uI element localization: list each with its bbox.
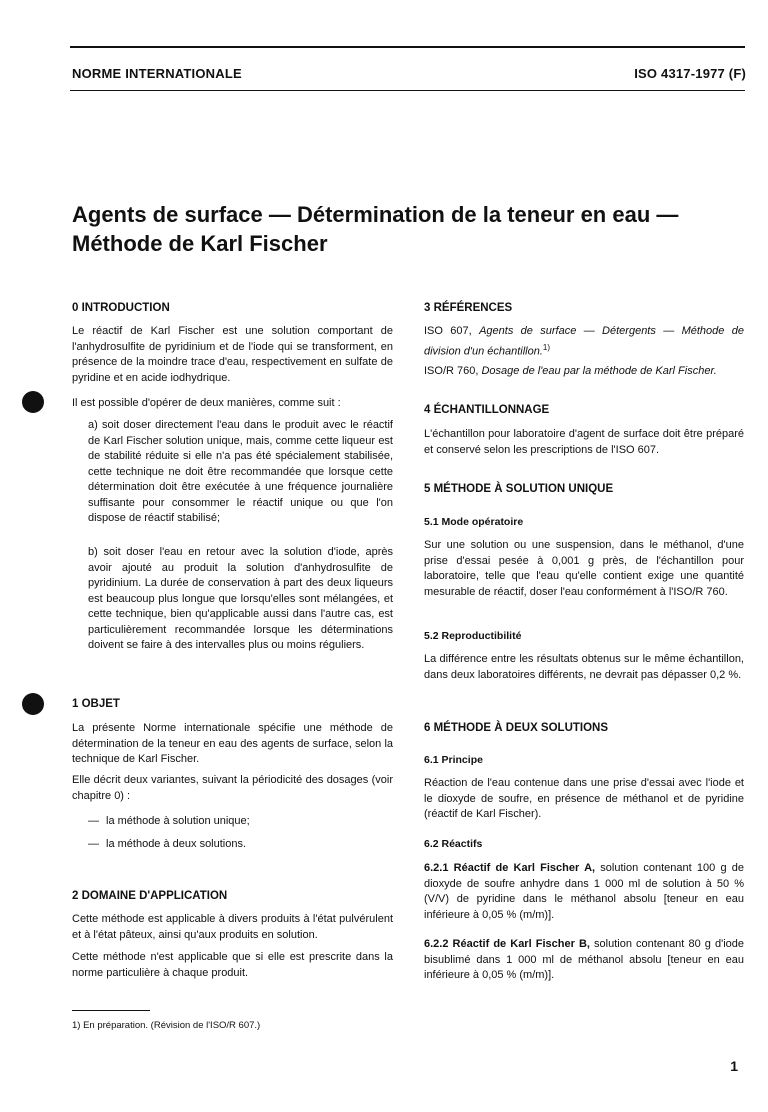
section-5-1-para: Sur une solution ou une suspension, dans le méthanol, d'une prise d'essai pesée à 0,001 g près, de l'échantillon pour laboratoire, telle que l'eau qu'elle contient exige une quantité mesurable de réactif, doser l'eau conformément à l'ISO/R 760. <box>424 539 744 598</box>
section-2-heading: 2 DOMAINE D'APPLICATION <box>72 890 228 902</box>
section-6-heading: 6 MÉTHODE À DEUX SOLUTIONS <box>424 722 609 734</box>
section-5-2-heading: 5.2 Reproductibilité <box>424 630 522 642</box>
section-1-para-1: La présente Norme internationale spécifie une méthode de détermination de la teneur en eau des agents de surface, selon la technique de Karl Fischer. <box>72 722 393 765</box>
section-2-para-1: Cette méthode est applicable à divers produits à l'état pulvérulent et à l'état pâteux, ainsi qu'aux produits en solution. <box>72 913 393 941</box>
section-1-heading: 1 OBJET <box>72 698 120 710</box>
section-0-heading: 0 INTRODUCTION <box>72 302 170 314</box>
section-1-dash-item-2: la méthode à deux solutions. <box>106 838 247 850</box>
title-line-2: Méthode de Karl Fischer <box>72 231 328 256</box>
top-rule <box>70 46 745 48</box>
section-1-para-2: Elle décrit deux variantes, suivant la périodicité des dosages (voir chapitre 0) : <box>72 774 393 802</box>
page-number: 1 <box>730 1058 738 1074</box>
document-title <box>72 200 752 258</box>
section-0-item-a: a) soit doser directement l'eau dans le produit avec le réactif de Karl Fischer solution unique, mais, comme cette liqueur est de stabilité réduite si elle n'a pas été spécialement stabilisée, cette technique ne doit être recommandée que lorsque cette détermination doit être exécutée à une fréquence journalière suffisante pour consommer le réactif unique ou que l'on dispose de réactif stabilisé; <box>88 419 393 524</box>
section-4-heading: 4 ÉCHANTILLONNAGE <box>424 404 550 416</box>
punch-hole-1 <box>22 391 44 413</box>
section-6-1-para: Réaction de l'eau contenue dans une prise d'essai avec l'iode et le dioxyde de soufre, en présence de méthanol et de pyridine (réactif de Karl Fischer). <box>424 777 744 820</box>
section-6-2-1-para: 6.2.1 Réactif de Karl Fischer A, solution contenant 100 g de dioxyde de soufre anhydre dans 1 000 ml de solution à 50 % (V/V) de pyridine dans le méthanol absolu [teneur en eau inférieure à 0,05 % (m/m)]. <box>424 862 744 921</box>
footnote-rule <box>72 1010 150 1011</box>
title-line-1: Agents de surface — Détermination de la teneur en eau — <box>72 202 679 227</box>
section-2-para-2: Cette méthode n'est applicable que si elle est prescrite dans la norme particulière à chaque produit. <box>72 951 393 979</box>
section-5-2-para: La différence entre les résultats obtenus sur le même échantillon, dans deux laboratoires différents, ne devrait pas dépasser 0,2 %. <box>424 653 744 681</box>
section-1-dash-item-1: la méthode à solution unique; <box>106 815 250 827</box>
dash-1: — <box>88 815 99 827</box>
reference-2: ISO/R 760, Dosage de l'eau par la méthode de Karl Fischer. <box>424 365 717 377</box>
header-right: ISO 4317-1977 (F) <box>634 66 746 81</box>
dash-2: — <box>88 838 99 850</box>
section-6-1-heading: 6.1 Principe <box>424 754 483 766</box>
section-4-para-1: L'échantillon pour laboratoire d'agent de surface doit être préparé et conservé selon les prescriptions de l'ISO 607. <box>424 428 744 456</box>
section-3-heading: 3 RÉFÉRENCES <box>424 302 513 314</box>
footnote: 1) En préparation. (Révision de l'ISO/R 607.) <box>72 1020 261 1031</box>
section-0-para-2: Il est possible d'opérer de deux manières, comme suit : <box>72 397 341 409</box>
header-left: NORME INTERNATIONALE <box>72 66 242 81</box>
section-0-item-b: b) soit doser l'eau en retour avec la solution d'iode, après avoir ajouté au produit la solution d'anhydrosulfite de pyridinium. La durée de conservation à part des deux liqueurs est beaucoup plus longue que lorsqu'elles sont mélangées, et cette technique, bien qu'applicable aussi dans l'autre cas, est particulièrement recommandée lorsque les déterminations doivent se faire à des intervalles plus ou moins réguliers. <box>88 546 393 651</box>
section-5-heading: 5 MÉTHODE À SOLUTION UNIQUE <box>424 483 614 495</box>
header-rule <box>70 90 745 91</box>
section-6-2-2-para: 6.2.2 Réactif de Karl Fischer B, solution contenant 80 g d'iode bisublimé dans 1 000 ml de méthanol absolu [teneur en eau inférieure à 0,05 % (m/m)]. <box>424 938 744 981</box>
section-5-1-heading: 5.1 Mode opératoire <box>424 516 524 528</box>
section-0-para-1: Le réactif de Karl Fischer est une solution comportant de l'anhydrosulfite de pyridinium et de l'iode qui se transforment, en présence de la moindre trace d'eau, respectivement en sulfate de pyridine et en acide iodhydrique. <box>72 325 393 384</box>
punch-hole-2 <box>22 693 44 715</box>
section-6-2-heading: 6.2 Réactifs <box>424 838 483 850</box>
reference-1: ISO 607, Agents de surface — Détergents — Méthode de division d'un échantillon.$^{1)}$ <box>424 325 744 358</box>
